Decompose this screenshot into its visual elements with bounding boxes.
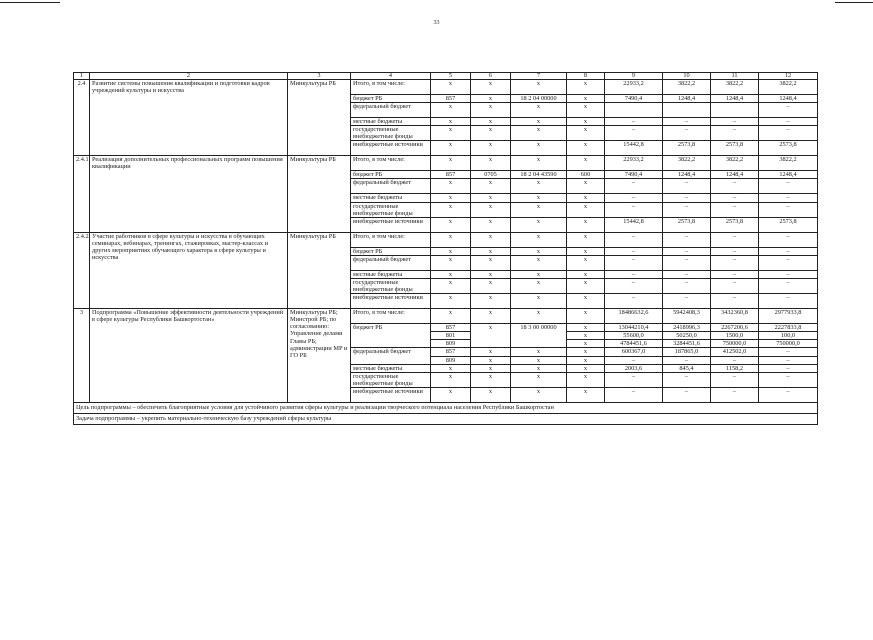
- value-cell: –: [759, 387, 818, 402]
- value-cell: 2573,8: [711, 217, 759, 232]
- value-cell: –: [759, 372, 818, 387]
- value-cell: х: [567, 348, 605, 356]
- header-cell-12: 12: [759, 73, 818, 80]
- value-cell: х: [471, 309, 511, 324]
- value-cell: –: [663, 118, 711, 126]
- value-cell: 1248,4: [663, 171, 711, 179]
- value-cell: –: [759, 364, 818, 372]
- executor: Минкультуры РБ: [288, 156, 351, 232]
- value-cell: –: [759, 202, 818, 217]
- value-cell: х: [431, 372, 471, 387]
- measure-name: Развитие системы повышения квалификации и подготовки кадров учреждений культуры и искусства: [90, 80, 288, 156]
- value-cell: х: [511, 179, 567, 194]
- value-cell: 187865,0: [663, 348, 711, 356]
- value-cell: х: [471, 232, 511, 247]
- value-cell: х: [431, 194, 471, 202]
- funding-source: федеральный бюджет: [351, 103, 431, 118]
- value-cell: 18 2 04 00000: [511, 95, 567, 103]
- value-cell: 18 2 04 43590: [511, 171, 567, 179]
- value-cell: 1248,4: [759, 95, 818, 103]
- value-cell: –: [711, 126, 759, 141]
- funding-source: бюджет РБ: [351, 247, 431, 255]
- value-cell: 1248,4: [663, 95, 711, 103]
- value-cell: х: [567, 247, 605, 255]
- value-cell: 2267200,6: [711, 324, 759, 332]
- value-cell: –: [605, 356, 663, 364]
- value-cell: х: [471, 80, 511, 95]
- value-cell: –: [663, 179, 711, 194]
- value-cell: х: [511, 247, 567, 255]
- value-cell: х: [471, 194, 511, 202]
- value-cell: –: [759, 270, 818, 278]
- value-cell: 2227833,8: [759, 324, 818, 332]
- funding-source: федеральный бюджет: [351, 179, 431, 194]
- value-cell: х: [567, 202, 605, 217]
- value-cell: х: [511, 372, 567, 387]
- value-cell: х: [431, 278, 471, 293]
- value-cell: 3822,2: [711, 80, 759, 95]
- value-cell: –: [759, 232, 818, 247]
- value-cell: х: [471, 118, 511, 126]
- value-cell: х: [511, 309, 567, 324]
- value-cell: х: [471, 324, 511, 348]
- value-cell: х: [567, 294, 605, 309]
- value-cell: 857: [431, 171, 471, 179]
- funding-source: бюджет РБ: [351, 95, 431, 103]
- value-cell: х: [567, 364, 605, 372]
- subprogram-goal-row: [74, 402, 818, 413]
- value-cell: х: [567, 387, 605, 402]
- funding-source: федеральный бюджет: [351, 348, 431, 364]
- value-cell: 3822,2: [663, 156, 711, 171]
- value-cell: х: [511, 278, 567, 293]
- value-cell: [663, 103, 711, 118]
- funding-source: местные бюджеты: [351, 194, 431, 202]
- header-cell-10: 10: [663, 73, 711, 80]
- funding-source: внебюджетные источники: [351, 387, 431, 402]
- value-cell: –: [663, 270, 711, 278]
- header-cell-9: 9: [605, 73, 663, 80]
- value-cell: х: [511, 141, 567, 156]
- value-cell: х: [471, 387, 511, 402]
- value-cell: –: [759, 179, 818, 194]
- value-cell: х: [511, 202, 567, 217]
- header-cell-2: 2: [90, 73, 288, 80]
- value-cell: х: [511, 118, 567, 126]
- value-cell: 2003,6: [605, 364, 663, 372]
- value-cell: х: [511, 387, 567, 402]
- value-cell: х: [567, 141, 605, 156]
- value-cell: х: [511, 364, 567, 372]
- value-cell: х: [567, 270, 605, 278]
- value-cell: 1248,4: [711, 171, 759, 179]
- value-cell: –: [759, 278, 818, 293]
- value-cell: х: [511, 103, 567, 118]
- value-cell: х: [431, 247, 471, 255]
- value-cell: –: [711, 270, 759, 278]
- value-cell: 0705: [471, 171, 511, 179]
- value-cell: 2977933,8: [759, 309, 818, 324]
- executor: Минкультуры РБ: [288, 80, 351, 156]
- top-edge-line-left: [0, 2, 60, 3]
- budget-table: [73, 72, 818, 425]
- value-cell: х: [431, 232, 471, 247]
- value-cell: х: [567, 332, 605, 340]
- header-cell-1: 1: [74, 73, 90, 80]
- value-cell: 100,0: [759, 332, 818, 340]
- value-cell: х: [471, 179, 511, 194]
- value-cell: [711, 103, 759, 118]
- value-cell: –: [605, 372, 663, 387]
- row-code: 2.4: [74, 80, 90, 156]
- value-cell: 5942408,3: [663, 309, 711, 324]
- value-cell: х: [511, 348, 567, 356]
- measure-name: Участие работников в сфере культуры и искусства в обучающих семинарах, вебинарах, тренингах, стажировках, мастер-классах и других мероприятиях обучающего характера в сфере культуры и искусства: [90, 232, 288, 308]
- value-cell: 7490,4: [605, 171, 663, 179]
- value-cell: –: [605, 232, 663, 247]
- value-cell: 50250,0: [663, 332, 711, 340]
- value-cell: –: [759, 247, 818, 255]
- value-cell: 2573,8: [759, 141, 818, 156]
- value-cell: х: [431, 202, 471, 217]
- value-cell: х: [431, 217, 471, 232]
- value-cell: 15442,8: [605, 141, 663, 156]
- executor: Минкультуры РБ: [288, 232, 351, 308]
- funding-source: Итого, в том числе:: [351, 232, 431, 247]
- header-cell-7: 7: [511, 73, 567, 80]
- value-cell: –: [759, 126, 818, 141]
- value-cell: 1158,2: [711, 364, 759, 372]
- header-cell-4: 4: [351, 73, 431, 80]
- subprogram-task: Задача подпрограммы – укрепить материально-техническую базу учреждений сферы культуры: [74, 413, 818, 424]
- funding-source: внебюджетные источники: [351, 141, 431, 156]
- value-cell: –: [663, 232, 711, 247]
- value-cell: х: [431, 255, 471, 270]
- value-cell: х: [567, 340, 605, 348]
- value-cell: х: [567, 255, 605, 270]
- value-cell: 3822,2: [759, 156, 818, 171]
- value-cell: –: [711, 194, 759, 202]
- value-cell: 857: [431, 324, 471, 332]
- value-cell: х: [511, 217, 567, 232]
- value-cell: х: [431, 103, 471, 118]
- value-cell: 750000,0: [759, 340, 818, 348]
- value-cell: –: [663, 356, 711, 364]
- top-edge-line-right: [835, 2, 873, 3]
- value-cell: 15442,8: [605, 217, 663, 232]
- value-cell: –: [759, 118, 818, 126]
- funding-source: государственные внебюджетные фонды: [351, 372, 431, 387]
- value-cell: х: [471, 255, 511, 270]
- value-cell: х: [471, 126, 511, 141]
- measure-name: Реализация дополнительных профессиональных программ повышения квалификации: [90, 156, 288, 232]
- funding-source: государственные внебюджетные фонды: [351, 126, 431, 141]
- value-cell: –: [759, 294, 818, 309]
- value-cell: –: [711, 118, 759, 126]
- value-cell: 809: [431, 356, 471, 364]
- value-cell: х: [567, 194, 605, 202]
- subprogram-goal: Цель подпрограммы – обеспечить благоприятные условия для устойчивого развития сферы культуры и реализации творческого потенциала населения Республики Башкортостан: [74, 402, 818, 413]
- funding-source: Итого, в том числе:: [351, 80, 431, 95]
- value-cell: х: [471, 278, 511, 293]
- value-cell: х: [431, 270, 471, 278]
- value-cell: х: [471, 372, 511, 387]
- value-cell: –: [663, 294, 711, 309]
- value-cell: 1248,4: [759, 171, 818, 179]
- value-cell: –: [605, 118, 663, 126]
- value-cell: х: [471, 294, 511, 309]
- table-row: [74, 80, 818, 95]
- table-row: [74, 156, 818, 171]
- value-cell: х: [471, 141, 511, 156]
- value-cell: –: [663, 247, 711, 255]
- value-cell: х: [431, 309, 471, 324]
- value-cell: х: [567, 309, 605, 324]
- header-row: [74, 73, 818, 80]
- header-cell-8: 8: [567, 73, 605, 80]
- value-cell: 845,4: [663, 364, 711, 372]
- value-cell: х: [471, 217, 511, 232]
- value-cell: –: [605, 387, 663, 402]
- value-cell: –: [711, 247, 759, 255]
- value-cell: х: [567, 217, 605, 232]
- value-cell: –: [711, 278, 759, 293]
- value-cell: 22933,2: [605, 80, 663, 95]
- value-cell: х: [567, 126, 605, 141]
- funding-source: местные бюджеты: [351, 270, 431, 278]
- value-cell: 2573,8: [711, 141, 759, 156]
- value-cell: х: [431, 364, 471, 372]
- value-cell: х: [471, 270, 511, 278]
- row-code: 3: [74, 309, 90, 403]
- value-cell: х: [511, 294, 567, 309]
- value-cell: –: [663, 255, 711, 270]
- value-cell: х: [471, 247, 511, 255]
- value-cell: х: [471, 103, 511, 118]
- value-cell: 18486632,6: [605, 309, 663, 324]
- value-cell: –: [759, 255, 818, 270]
- funding-source: федеральный бюджет: [351, 255, 431, 270]
- value-cell: –: [663, 126, 711, 141]
- value-cell: х: [567, 179, 605, 194]
- value-cell: 2573,8: [663, 141, 711, 156]
- value-cell: х: [511, 194, 567, 202]
- value-cell: х: [567, 103, 605, 118]
- subprogram-task-row: [74, 413, 818, 424]
- value-cell: х: [511, 356, 567, 364]
- page-number: 33: [433, 20, 440, 26]
- value-cell: х: [567, 95, 605, 103]
- value-cell: х: [567, 156, 605, 171]
- funding-source: бюджет РБ: [351, 171, 431, 179]
- funding-source: государственные внебюджетные фонды: [351, 278, 431, 293]
- value-cell: х: [471, 156, 511, 171]
- value-cell: х: [431, 126, 471, 141]
- value-cell: х: [567, 372, 605, 387]
- value-cell: х: [511, 156, 567, 171]
- value-cell: 3284451,6: [663, 340, 711, 348]
- value-cell: –: [759, 103, 818, 118]
- value-cell: х: [431, 118, 471, 126]
- value-cell: х: [431, 80, 471, 95]
- value-cell: 55600,0: [605, 332, 663, 340]
- measure-name: Подпрограмма «Повышение эффективности деятельности учреждений в сфере культуры Республики Башкортостан»: [90, 309, 288, 403]
- table-row: [74, 232, 818, 247]
- value-cell: х: [511, 255, 567, 270]
- value-cell: х: [471, 348, 511, 356]
- value-cell: х: [511, 232, 567, 247]
- value-cell: –: [711, 294, 759, 309]
- value-cell: 2418996,3: [663, 324, 711, 332]
- funding-source: внебюджетные источники: [351, 217, 431, 232]
- value-cell: 412502,0: [711, 348, 759, 356]
- value-cell: х: [431, 141, 471, 156]
- value-cell: –: [663, 387, 711, 402]
- funding-source: бюджет РБ: [351, 324, 431, 348]
- header-cell-5: 5: [431, 73, 471, 80]
- header-cell-11: 11: [711, 73, 759, 80]
- value-cell: х: [511, 126, 567, 141]
- value-cell: 3822,2: [663, 80, 711, 95]
- value-cell: –: [711, 202, 759, 217]
- value-cell: 3822,2: [711, 156, 759, 171]
- value-cell: 1500,0: [711, 332, 759, 340]
- value-cell: х: [431, 387, 471, 402]
- value-cell: 18 3 00 00000: [511, 324, 567, 348]
- value-cell: х: [567, 278, 605, 293]
- value-cell: 600: [567, 171, 605, 179]
- row-code: 2.4.1: [74, 156, 90, 232]
- value-cell: –: [711, 232, 759, 247]
- value-cell: 2573,8: [759, 217, 818, 232]
- value-cell: х: [511, 270, 567, 278]
- value-cell: –: [605, 202, 663, 217]
- value-cell: 750000,0: [711, 340, 759, 348]
- value-cell: 1248,4: [711, 95, 759, 103]
- value-cell: –: [759, 356, 818, 364]
- value-cell: х: [431, 294, 471, 309]
- value-cell: х: [567, 232, 605, 247]
- value-cell: –: [663, 202, 711, 217]
- value-cell: 809: [431, 340, 471, 348]
- value-cell: 600367,0: [605, 348, 663, 356]
- value-cell: –: [605, 278, 663, 293]
- value-cell: –: [759, 348, 818, 356]
- value-cell: 2573,8: [663, 217, 711, 232]
- value-cell: –: [605, 294, 663, 309]
- table-row: [74, 309, 818, 324]
- value-cell: –: [605, 247, 663, 255]
- funding-source: местные бюджеты: [351, 118, 431, 126]
- value-cell: –: [605, 194, 663, 202]
- value-cell: 13044210,4: [605, 324, 663, 332]
- value-cell: –: [605, 126, 663, 141]
- value-cell: –: [605, 179, 663, 194]
- value-cell: –: [605, 270, 663, 278]
- funding-source: Итого, в том числе:: [351, 309, 431, 324]
- value-cell: х: [567, 356, 605, 364]
- value-cell: х: [567, 118, 605, 126]
- value-cell: х: [471, 356, 511, 364]
- value-cell: –: [663, 194, 711, 202]
- value-cell: х: [511, 80, 567, 95]
- value-cell: 3432360,8: [711, 309, 759, 324]
- value-cell: 857: [431, 95, 471, 103]
- funding-source: Итого, в том числе:: [351, 156, 431, 171]
- value-cell: –: [711, 372, 759, 387]
- value-cell: х: [471, 202, 511, 217]
- value-cell: –: [663, 372, 711, 387]
- funding-source: государственные внебюджетные фонды: [351, 202, 431, 217]
- value-cell: –: [711, 255, 759, 270]
- value-cell: –: [663, 278, 711, 293]
- value-cell: –: [711, 387, 759, 402]
- funding-source: внебюджетные источники: [351, 294, 431, 309]
- value-cell: 7490,4: [605, 95, 663, 103]
- value-cell: –: [711, 179, 759, 194]
- value-cell: –: [605, 255, 663, 270]
- value-cell: 22933,2: [605, 156, 663, 171]
- value-cell: х: [567, 324, 605, 332]
- value-cell: х: [431, 179, 471, 194]
- value-cell: 4784451,6: [605, 340, 663, 348]
- value-cell: [605, 103, 663, 118]
- value-cell: х: [567, 80, 605, 95]
- row-code: 2.4.2: [74, 232, 90, 308]
- header-cell-3: 3: [288, 73, 351, 80]
- value-cell: 3822,2: [759, 80, 818, 95]
- value-cell: 801: [431, 332, 471, 340]
- funding-source: местные бюджеты: [351, 364, 431, 372]
- value-cell: х: [471, 95, 511, 103]
- header-cell-6: 6: [471, 73, 511, 80]
- value-cell: х: [471, 364, 511, 372]
- value-cell: –: [711, 356, 759, 364]
- value-cell: 857: [431, 348, 471, 356]
- value-cell: х: [431, 156, 471, 171]
- executor: Минкультуры РБ; Минстрой РБ; по согласованию: Управление делами Главы РБ; администрации МР и ГО РБ: [288, 309, 351, 403]
- value-cell: –: [759, 194, 818, 202]
